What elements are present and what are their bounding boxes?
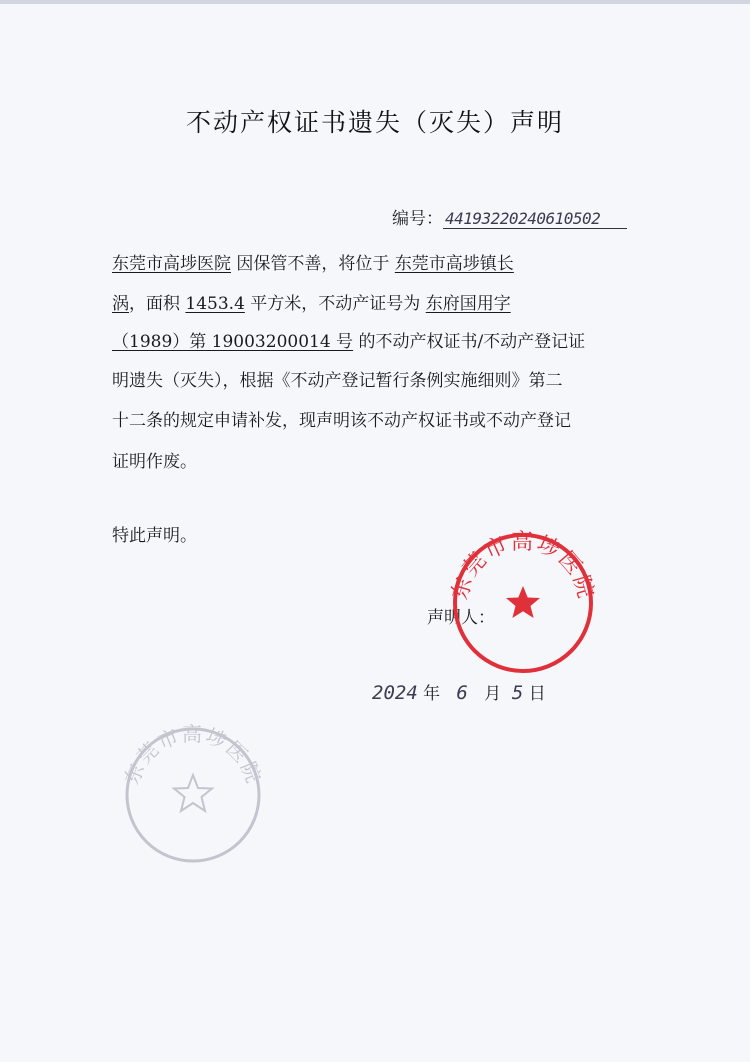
body-line-1: 东莞市高埗医院 因保管不善，将位于 东莞市高埗镇长 <box>112 254 514 274</box>
serial-number <box>392 204 627 229</box>
svg-text:东莞市高埗医院 <box>119 722 266 788</box>
declarant-label: 声明人： <box>427 608 495 628</box>
body-line-5: 十二条的规定申请补发，现声明该不动产权证书或不动产登记 <box>112 411 571 431</box>
body-line-3: （1989）第 19003200014 号 的不动产权证书/不动产登记证 <box>112 332 586 352</box>
scan-edge <box>0 0 750 4</box>
faded-seal-text: 东莞市高埗医院 <box>119 721 267 788</box>
property-area: 1453.4 <box>185 294 245 314</box>
property-location: 东莞市高埗镇长 <box>394 254 514 274</box>
seal-text: 东莞市高埗医院 <box>448 529 598 603</box>
official-seal <box>448 528 598 678</box>
signing-date: 2024 年 6 月 5 日 <box>372 682 546 704</box>
date-month: 6 <box>456 682 468 704</box>
document-title: 不动产权证书遗失（灭失）声明 <box>185 108 564 137</box>
closing-statement: 特此声明。 <box>112 526 197 546</box>
serial-label: 编号： <box>392 209 443 229</box>
faded-seal <box>118 720 268 870</box>
body-line-2: 涡，面积 1453.4 平方米，不动产证号为 东府国用字 <box>112 294 511 314</box>
star-icon <box>506 586 540 618</box>
faded-star-icon <box>174 775 212 811</box>
date-year: 2024 <box>372 682 418 704</box>
certificate-number-cont: （1989）第 19003200014 号 <box>112 332 354 352</box>
body-line-6: 证明作废。 <box>112 452 197 472</box>
serial-value: 44193220240610502 <box>443 209 627 229</box>
date-day: 5 <box>511 682 524 704</box>
certificate-number: 东府国用字 <box>425 294 511 314</box>
body-line-4: 明遗失（灭失），根据《不动产登记暂行条例实施细则》第二 <box>112 371 563 391</box>
hospital-name: 东莞市高埗医院 <box>112 254 231 274</box>
